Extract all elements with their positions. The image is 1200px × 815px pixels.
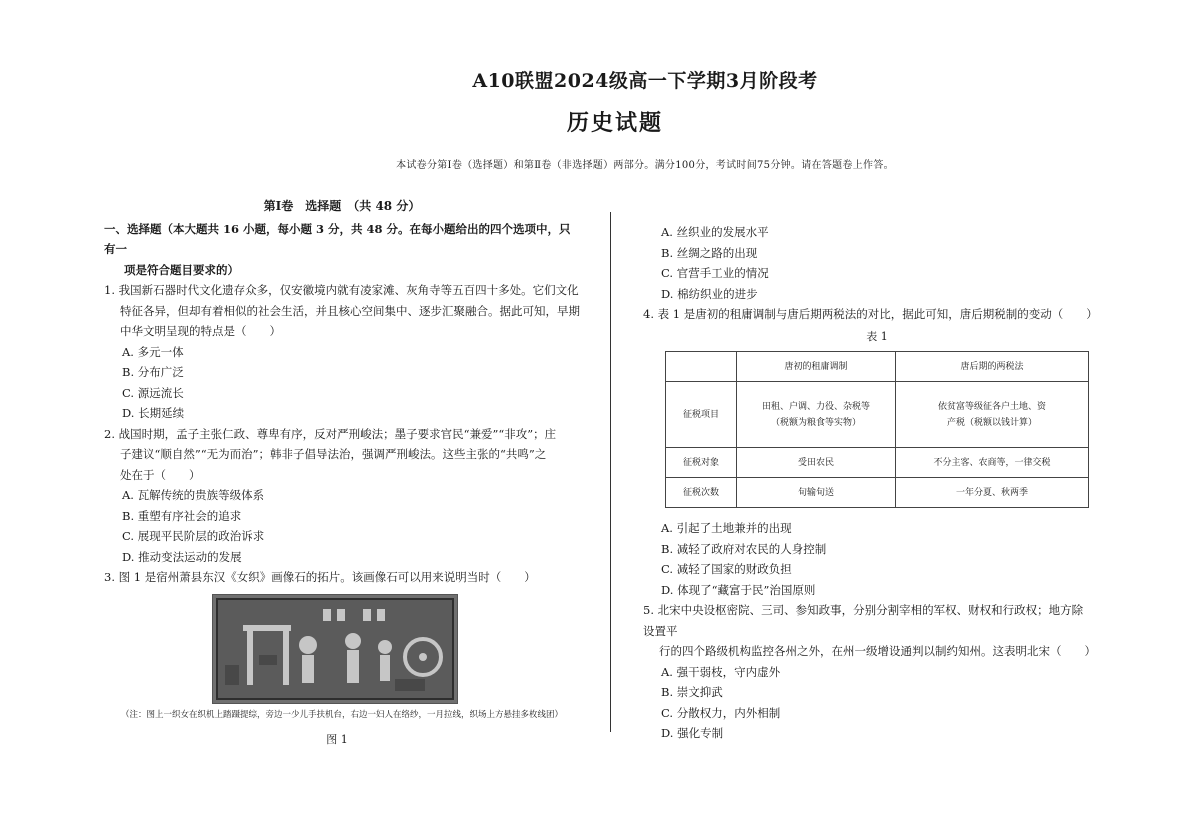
question-3 bbox=[104, 567, 580, 750]
stem-line: 子建议“顺自然”“无为而治”；韩非子倡导法治，强调严刑峻法。这些主张的“共鸣”之 bbox=[120, 447, 547, 461]
table-cell: 不分主客、农商等，一律交税 bbox=[896, 448, 1089, 478]
figure-label: 图 1 bbox=[326, 732, 348, 746]
left-column bbox=[104, 196, 580, 750]
option-c: C. 分散权力，内外相制 bbox=[661, 705, 781, 720]
option-b: B. 丝绸之路的出现 bbox=[661, 245, 758, 260]
question-2 bbox=[104, 424, 580, 568]
stem-line: 特征各异，但却有着相似的社会生活，并且核心空间集中、逐步汇聚融合。据此可知，早期 bbox=[120, 303, 580, 318]
stem-line: 中华文明呈现的特点是（ ） bbox=[120, 324, 281, 338]
option-b: B. 减轻了政府对农民的人身控制 bbox=[661, 541, 827, 556]
option-b: B. 重塑有序社会的追求 bbox=[122, 508, 242, 523]
question-3-options bbox=[643, 222, 1093, 304]
part-title bbox=[104, 219, 580, 281]
table-row bbox=[666, 478, 1089, 508]
question-stem bbox=[643, 304, 1098, 325]
exam-title: A10联盟2024级高一下学期3月阶段考 bbox=[472, 70, 818, 92]
stem-line: 4. 表 1 是唐初的租庸调制与唐后期两税法的对比，据此可知，唐后期税制的变动（ ） bbox=[643, 307, 1098, 321]
table-caption: 表 1 bbox=[866, 329, 888, 343]
right-column bbox=[643, 222, 1098, 744]
table-cell: 征税次数 bbox=[666, 478, 737, 508]
option-d: D. 强化专制 bbox=[661, 726, 724, 740]
table-cell: 征税项目 bbox=[666, 382, 737, 448]
table-cell: 受田农民 bbox=[737, 448, 896, 478]
question-stem bbox=[104, 567, 580, 588]
question-stem bbox=[104, 424, 580, 486]
option-d: D. 棉纺织业的进步 bbox=[661, 286, 758, 301]
option-a: A. 瓦解传统的贵族等级体系 bbox=[122, 488, 265, 502]
question-1 bbox=[104, 280, 580, 424]
stem-line: 2. 战国时期，孟子主张仁政、尊卑有序，反对严刑峻法；墨子要求官民“兼爱”“非攻”；庄 bbox=[104, 426, 557, 441]
option-d: D. 长期延续 bbox=[122, 406, 185, 420]
option-d: D. 体现了“藏富于民”治国原则 bbox=[661, 582, 816, 597]
column-divider bbox=[610, 212, 611, 732]
table-cell: 田租、户调、力役、杂税等 （税额为粮食等实物） bbox=[737, 382, 896, 448]
question-stem bbox=[104, 280, 580, 342]
figure-caption: （注：图上一织女在织机上踏蹑提综，旁边一少儿手扶机台，右边一妇人在络纱，一月拉线，织场上方悬挂多枚线团） bbox=[120, 709, 563, 720]
stem-line: 3. 图 1 是宿州萧县东汉《女织》画像石的拓片。该画像石可以用来说明当时（ ） bbox=[104, 570, 536, 584]
table-header-row bbox=[666, 352, 1089, 382]
exam-subject: 历史试题 bbox=[566, 110, 663, 136]
question-5 bbox=[643, 600, 1096, 744]
table-cell: 征税对象 bbox=[666, 448, 737, 478]
option-b: B. 分布广泛 bbox=[122, 365, 184, 379]
table-row bbox=[666, 448, 1089, 478]
table-header-cell bbox=[666, 352, 737, 382]
table-cell: 依贫富等级征各户土地、资 产税（税额以钱计算） bbox=[896, 382, 1089, 448]
option-c: C. 官营手工业的情况 bbox=[661, 266, 769, 280]
table-row bbox=[666, 382, 1089, 448]
table-header-cell: 唐初的租庸调制 bbox=[737, 352, 896, 382]
question-4 bbox=[643, 304, 1098, 600]
stem-line: 5. 北宋中央设枢密院、三司、参知政事，分别分割宰相的军权、财权和行政权；地方除设置平 bbox=[643, 603, 1084, 638]
table-cell: 一年分夏、秋两季 bbox=[896, 478, 1089, 508]
question-stem bbox=[643, 600, 1096, 662]
part-title-line: 项是符合题目要求的） bbox=[124, 262, 239, 277]
option-c: C. 减轻了国家的财政负担 bbox=[661, 562, 792, 576]
table-cell: 旬输旬送 bbox=[737, 478, 896, 508]
option-a: A. 丝织业的发展水平 bbox=[661, 225, 769, 239]
stem-line: 行的四个路级机构监控各州之外，在州一级增设通判以制约知州。这表明北宋（ ） bbox=[659, 644, 1096, 658]
section-title: 第Ⅰ卷 选择题 （共 48 分） bbox=[263, 199, 421, 213]
part-title-line: 一、选择题（本大题共 16 小题，每小题 3 分，共 48 分。在每小题给出的四个选项中，只有一 bbox=[104, 221, 571, 256]
option-c: C. 展现平民阶层的政治诉求 bbox=[122, 529, 265, 543]
rubbing-illustration bbox=[213, 595, 457, 703]
stem-line: 处在于（ ） bbox=[120, 467, 201, 482]
rubbing-image bbox=[212, 594, 458, 704]
table-header-cell: 唐后期的两税法 bbox=[896, 352, 1089, 382]
stem-line: 1. 我国新石器时代文化遗存众多，仅安徽境内就有凌家滩、灰角寺等五百四十多处。它们文化 bbox=[104, 283, 579, 297]
option-a: A. 多元一体 bbox=[122, 344, 184, 359]
option-c: C. 源远流长 bbox=[122, 385, 184, 400]
option-a: A. 强干弱枝，守内虚外 bbox=[661, 664, 781, 679]
exam-instructions: 本试卷分第Ⅰ卷（选择题）和第Ⅱ卷（非选择题）两部分。满分100分，考试时间75分钟。请在答题卷上作答。 bbox=[396, 160, 894, 171]
option-b: B. 崇文抑武 bbox=[661, 685, 723, 699]
option-a: A. 引起了土地兼并的出现 bbox=[661, 521, 792, 535]
tax-comparison-table bbox=[665, 351, 1089, 508]
option-d: D. 推动变法运动的发展 bbox=[122, 549, 242, 564]
